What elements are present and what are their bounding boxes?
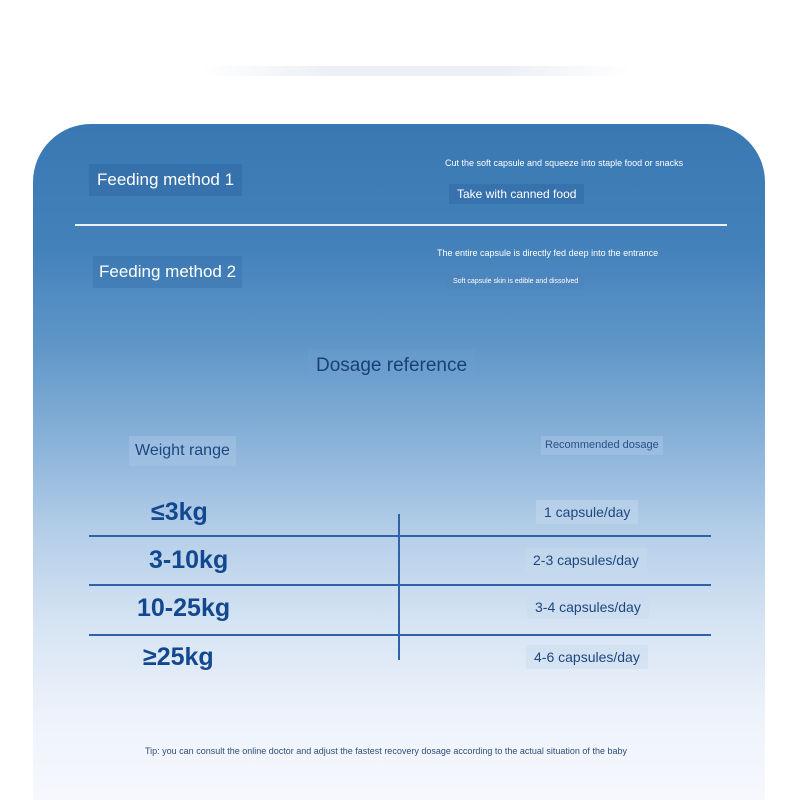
weight-cell: ≤3kg — [151, 498, 208, 526]
dosage-reference-title: Dosage reference — [308, 350, 475, 382]
weight-range-header: Weight range — [129, 436, 236, 466]
table-row-divider — [89, 634, 711, 636]
feeding-method-2-title: Feeding method 2 — [93, 256, 242, 288]
dose-cell: 4-6 capsules/day — [526, 645, 648, 669]
feeding-method-2-description: The entire capsule is directly fed deep into the entrance — [437, 248, 659, 258]
dose-cell: 1 capsule/day — [536, 500, 638, 524]
section-divider — [75, 224, 727, 226]
weight-cell: 10-25kg — [137, 594, 231, 622]
recommended-dosage-header: Recommended dosage — [541, 436, 663, 455]
dosage-tip-text: Tip: you can consult the online doctor and adjust the fastest recovery dosage according to the actual situation of the baby — [145, 746, 627, 756]
feeding-method-1-title: Feeding method 1 — [89, 164, 242, 196]
feeding-method-1-tag: Take with canned food — [449, 184, 584, 204]
feeding-method-2-tag: Soft capsule skin is edible and dissolved — [447, 274, 584, 289]
table-row-divider — [89, 584, 711, 586]
dose-cell: 2-3 capsules/day — [525, 548, 647, 572]
faint-header-strip — [200, 66, 630, 76]
feeding-dosage-panel — [33, 124, 765, 800]
feeding-method-1-description: Cut the soft capsule and squeeze into staple food or snacks — [445, 158, 684, 168]
weight-cell: ≥25kg — [143, 643, 214, 671]
dose-cell: 3-4 capsules/day — [527, 595, 649, 619]
table-row-divider — [89, 535, 711, 537]
weight-cell: 3-10kg — [149, 546, 229, 574]
